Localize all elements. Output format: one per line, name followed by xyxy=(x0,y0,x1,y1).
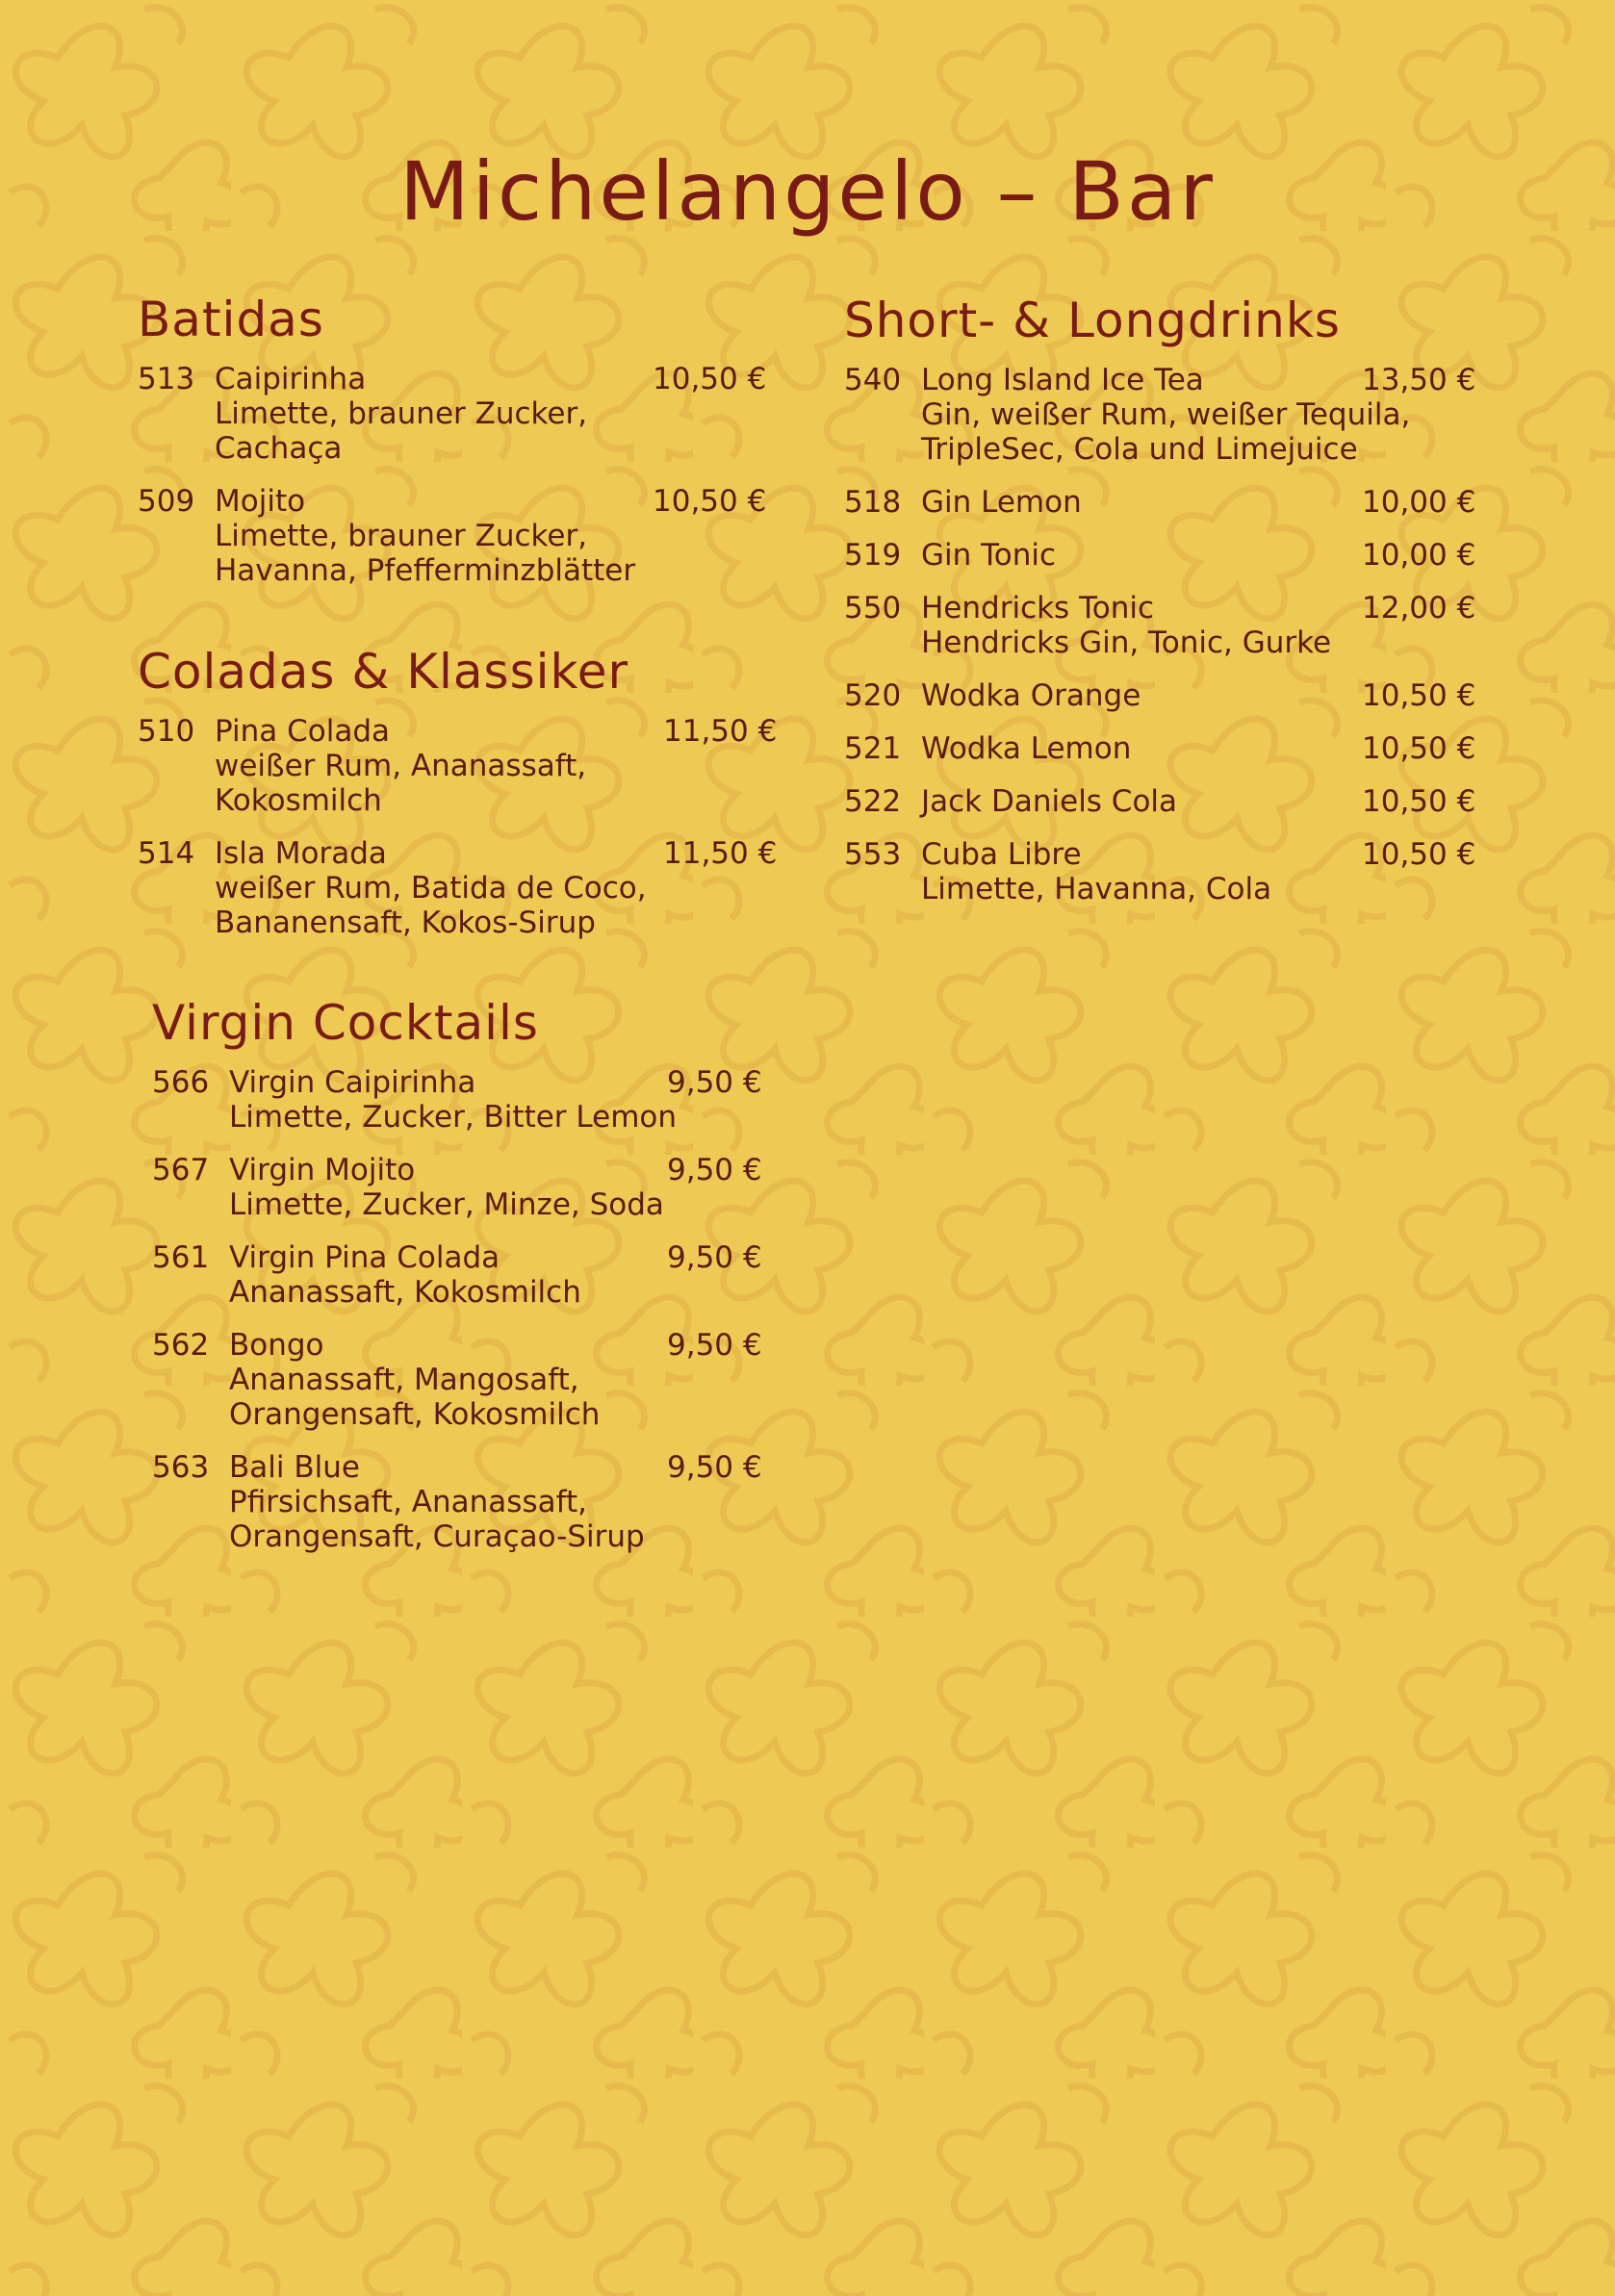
virgin-list xyxy=(152,1065,768,1554)
item-name: Pina Colada xyxy=(215,714,391,749)
item-description: weißer Rum, Ananassaft, xyxy=(215,749,587,783)
item-description: Limette, Zucker, Minze, Soda xyxy=(229,1187,664,1222)
menu-item xyxy=(844,538,1479,573)
item-name: Gin Lemon xyxy=(921,485,1082,520)
item-price: 9,50 € xyxy=(667,1153,762,1187)
item-description: Hendricks Gin, Tonic, Gurke xyxy=(921,625,1332,660)
section-heading-longdrinks: Short- & Longdrinks xyxy=(844,293,1341,348)
item-number: 519 xyxy=(844,538,902,573)
item-number: 553 xyxy=(844,837,902,872)
item-price: 10,50 € xyxy=(653,484,767,519)
coladas-list xyxy=(138,714,782,940)
item-price: 9,50 € xyxy=(667,1065,762,1100)
item-price: 9,50 € xyxy=(667,1328,762,1363)
item-number: 561 xyxy=(152,1240,210,1275)
item-number: 566 xyxy=(152,1065,210,1100)
item-description: Orangensaft, Kokosmilch xyxy=(229,1397,601,1432)
item-description: Bananensaft, Kokos-Sirup xyxy=(215,906,596,940)
item-price: 12,00 € xyxy=(1362,591,1476,625)
item-price: 10,50 € xyxy=(1362,731,1476,766)
section-heading-batidas: Batidas xyxy=(138,292,324,347)
item-description: Gin, weißer Rum, weißer Tequila, xyxy=(921,397,1411,432)
item-price: 10,00 € xyxy=(1362,538,1476,573)
item-name: Virgin Pina Colada xyxy=(229,1240,500,1275)
item-number: 550 xyxy=(844,591,902,625)
item-name: Wodka Orange xyxy=(921,678,1141,713)
section-longdrinks xyxy=(844,292,1479,925)
item-description: Limette, brauner Zucker, xyxy=(215,396,588,431)
item-number: 562 xyxy=(152,1328,210,1363)
item-description: Ananassaft, Mangosaft, xyxy=(229,1363,579,1397)
item-number: 520 xyxy=(844,678,902,713)
item-price: 10,50 € xyxy=(653,362,767,396)
section-heading-virgin: Virgin Cocktails xyxy=(152,995,539,1051)
item-number: 518 xyxy=(844,485,902,520)
item-number: 510 xyxy=(138,714,195,749)
batidas-list xyxy=(138,362,773,588)
item-price: 10,50 € xyxy=(1362,837,1476,872)
item-name: Wodka Lemon xyxy=(921,731,1132,766)
menu-item xyxy=(138,836,782,940)
item-description: Havanna, Pfefferminzblätter xyxy=(215,553,636,588)
item-name: Long Island Ice Tea xyxy=(921,363,1204,397)
item-name: Hendricks Tonic xyxy=(921,591,1155,625)
menu-item xyxy=(152,1065,768,1135)
item-description: Limette, brauner Zucker, xyxy=(215,519,588,553)
item-name: Gin Tonic xyxy=(921,538,1057,573)
item-price: 10,00 € xyxy=(1362,485,1476,520)
item-description: Kokosmilch xyxy=(215,783,382,818)
item-name: Jack Daniels Cola xyxy=(921,784,1178,819)
item-price: 10,50 € xyxy=(1362,678,1476,713)
item-name: Cuba Libre xyxy=(921,837,1082,872)
menu-item xyxy=(138,714,782,818)
menu-item xyxy=(138,484,773,588)
menu-item xyxy=(844,731,1479,766)
item-price: 11,50 € xyxy=(663,836,778,871)
item-number: 540 xyxy=(844,363,902,397)
item-description: Ananassaft, Kokosmilch xyxy=(229,1275,581,1310)
item-description: Limette, Havanna, Cola xyxy=(921,872,1272,906)
item-number: 563 xyxy=(152,1450,210,1485)
item-price: 11,50 € xyxy=(663,714,778,749)
menu-item xyxy=(138,362,773,466)
section-batidas xyxy=(138,291,773,606)
menu-item xyxy=(844,837,1479,906)
section-coladas xyxy=(138,643,782,958)
longdrinks-list xyxy=(844,363,1479,906)
item-price: 9,50 € xyxy=(667,1240,762,1275)
page-title: Michelangelo – Bar xyxy=(399,144,1216,239)
item-price: 13,50 € xyxy=(1362,363,1476,397)
menu-item xyxy=(152,1240,768,1310)
item-number: 522 xyxy=(844,784,902,819)
item-price: 9,50 € xyxy=(667,1450,762,1485)
item-price: 10,50 € xyxy=(1362,784,1476,819)
section-virgin-cocktails xyxy=(152,994,768,1572)
item-description: Pfirsichsaft, Ananassaft, xyxy=(229,1485,587,1519)
menu-item xyxy=(152,1153,768,1222)
item-name: Caipirinha xyxy=(215,362,367,396)
item-description: TripleSec, Cola und Limejuice xyxy=(921,432,1358,467)
item-number: 509 xyxy=(138,484,195,519)
item-number: 567 xyxy=(152,1153,210,1187)
item-name: Isla Morada xyxy=(215,836,387,871)
item-description: Cachaça xyxy=(215,431,343,466)
menu-item xyxy=(152,1328,768,1432)
item-name: Virgin Mojito xyxy=(229,1153,416,1187)
item-number: 513 xyxy=(138,362,195,396)
item-name: Bongo xyxy=(229,1328,324,1363)
menu-item xyxy=(844,591,1479,660)
menu-item xyxy=(152,1450,768,1554)
menu-item xyxy=(844,784,1479,819)
item-description: Limette, Zucker, Bitter Lemon xyxy=(229,1100,678,1135)
menu-item xyxy=(844,678,1479,713)
item-description: Orangensaft, Curaçao-Sirup xyxy=(229,1519,645,1554)
menu-item xyxy=(844,363,1479,467)
item-name: Virgin Caipirinha xyxy=(229,1065,476,1100)
item-name: Bali Blue xyxy=(229,1450,360,1485)
menu-item xyxy=(844,485,1479,520)
item-number: 521 xyxy=(844,731,902,766)
item-description: weißer Rum, Batida de Coco, xyxy=(215,871,647,906)
section-heading-coladas: Coladas & Klassiker xyxy=(138,644,629,700)
item-name: Mojito xyxy=(215,484,306,519)
item-number: 514 xyxy=(138,836,195,871)
